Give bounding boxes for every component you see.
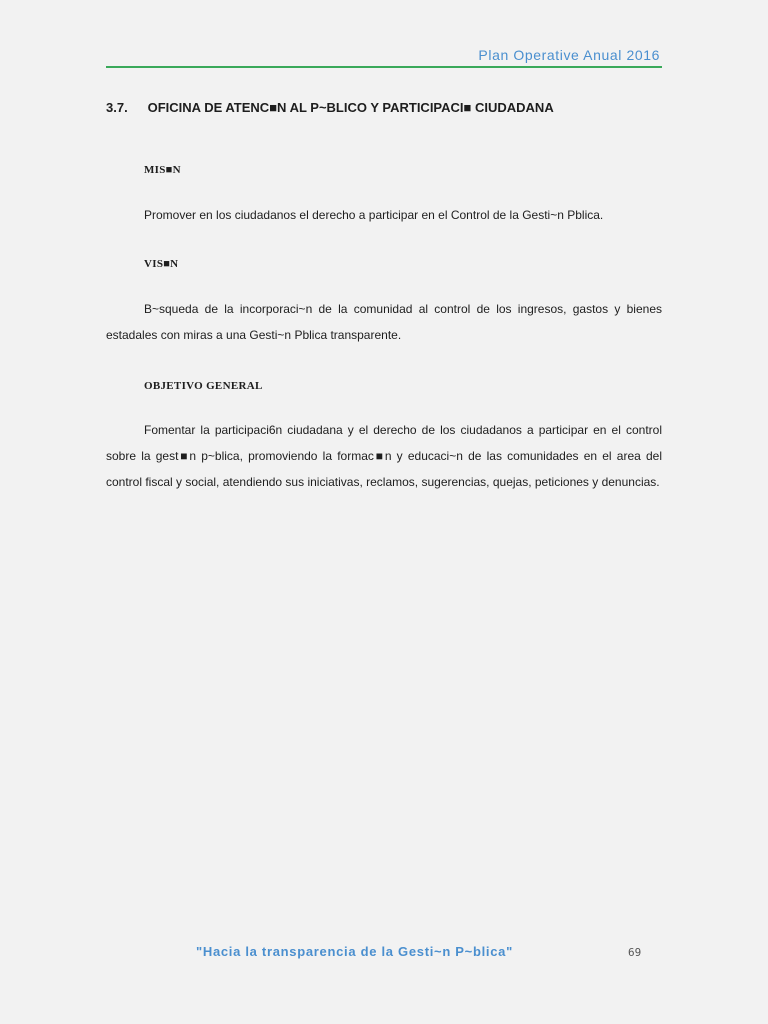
footer-slogan: "Hacia la transparencia de la Gesti~n P~blica" [196, 944, 513, 959]
header-divider [106, 66, 662, 68]
objetivo-heading: OBJETIVO GENERAL [144, 380, 263, 392]
page-number: 69 [628, 946, 642, 959]
section-title: OFICINA DE ATENC■N AL P~BLICO Y PARTICIPACI■ CIUDADANA [147, 100, 554, 115]
mision-heading: MIS■N [144, 164, 181, 176]
vision-heading: VIS■N [144, 258, 179, 270]
mision-text: Promover en los ciudadanos el derecho a participar en el Control de la Gesti~n Pblica. [144, 208, 604, 222]
header-title: Plan Operative Anual 2016 [478, 47, 660, 63]
section-number: 3.7. [106, 100, 128, 115]
vision-text: B~squeda de la incorporaci~n de la comunidad al control de los ingresos, gastos y bienes estadales con miras a una Gesti~n Pblica transparente. [106, 302, 662, 342]
objetivo-text: Fomentar la participaci6n ciudadana y el derecho de los ciudadanos a participar en el control sobre la gest■n p~blica, promoviendo la formac■n y educaci~n de las comunidades en el area del control fiscal y social, atendiendo sus iniciativas, reclamos, sugerencias, quejas, peticiones y denuncias. [106, 423, 662, 489]
section-heading [106, 100, 666, 115]
